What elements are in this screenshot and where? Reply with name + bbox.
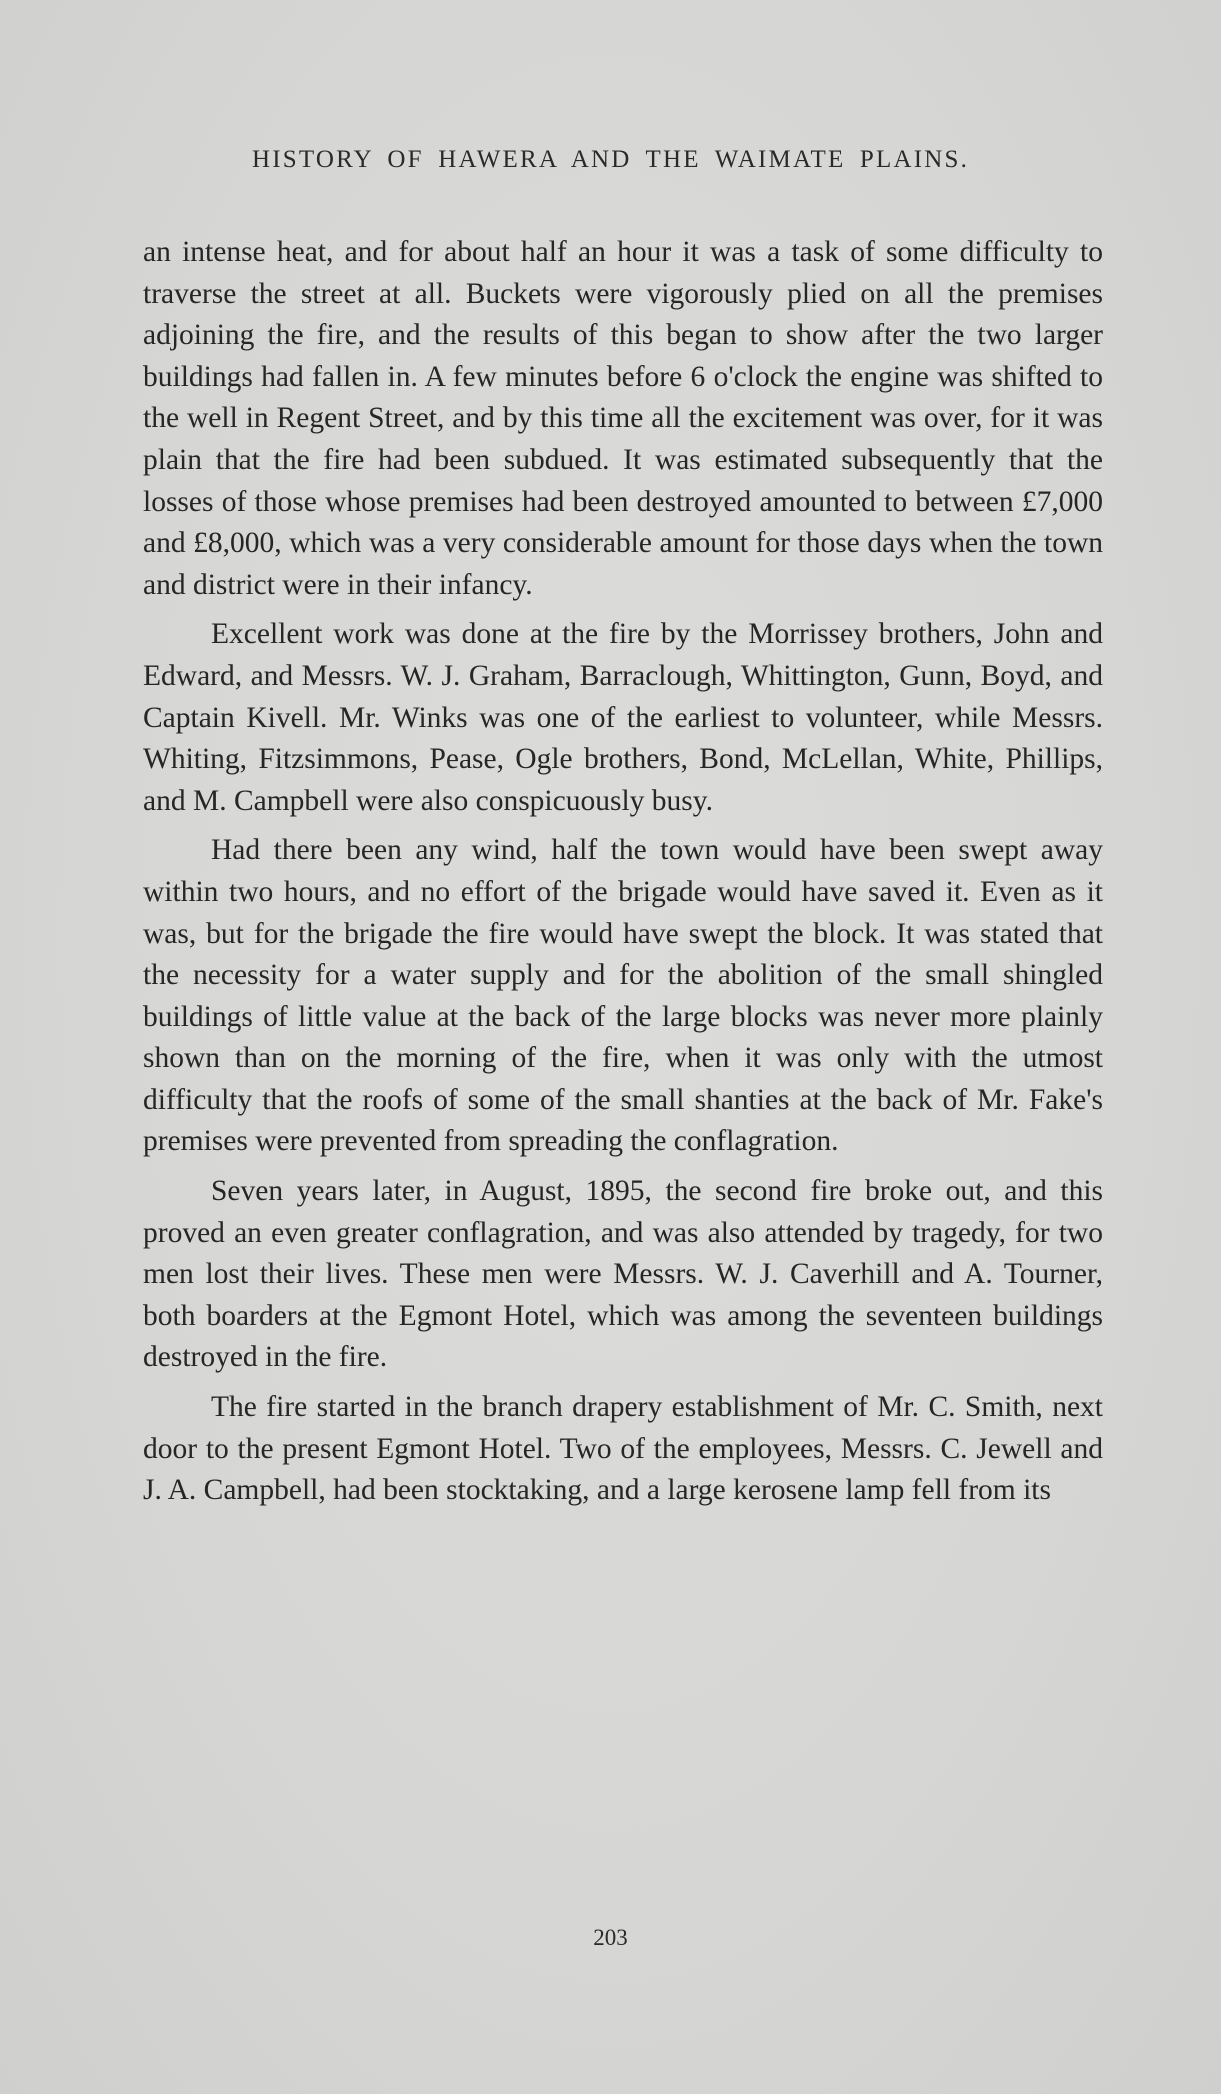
paragraph-fire-heat: an intense heat, and for about half an hour it was a task of some difficulty to traverse the street at all. Buckets were vigorously plied on all the premises adjoining the fire, and the results of this began to show after the two larger buildings had fallen in. A few minutes before 6 o'clock the engine was shifted to the well in Regent Street, and by this time all the excitement was over, for it was plain that the fire had been subdued. It was estimated subsequently that the losses of those whose premises had been destroyed amounted to between £7,000 and £8,000, which was a very considerable amount for those days when the town and district were in their infancy. <box>143 236 1103 601</box>
paragraph-had-there-been-wind: Had there been any wind, half the town would have been swept away within two hours, and no effort of the brigade would have saved it. Even as it was, but for the brigade the fire would have swept the block. It was stated that the necessity for a water supply and for the abolition of the small shingled buildings of little value at the back of the large blocks was never more plainly shown than on the morning of the fire, when it was only with the utmost difficulty that the roofs of some of the small shanties at the back of Mr. Fake's premises were prevented from spreading the conflagration. <box>143 834 1103 1158</box>
paragraph-fire-started: The fire started in the branch drapery establishment of Mr. C. Smith, next door to the present Egmont Hotel. Two of the employees, Messrs. C. Jewell and J. A. Campbell, had been stocktaking, and a large kerosene lamp fell from its <box>143 1391 1103 1507</box>
page-number: 203 <box>593 1925 628 1950</box>
running-head: HISTORY OF HAWERA AND THE WAIMATE PLAINS. <box>251 146 970 173</box>
paragraph-seven-years-later: Seven years later, in August, 1895, the second fire broke out, and this proved an even greater conflagration, and was also attended by tragedy, for two men lost their lives. These men were Messrs. W. J. Caverhill and A. Tourner, both boarders at the Egmont Hotel, which was among the seventeen buildings destroyed in the fire. <box>143 1175 1103 1374</box>
paragraph-excellent-work: Excellent work was done at the fire by the Morrissey brothers, John and Edward, and Messrs. W. J. Graham, Barraclough, Whittington, Gunn, Boyd, and Captain Kivell. Mr. Winks was one of the earliest to volunteer, while Messrs. Whiting, Fitzsimmons, Pease, Ogle brothers, Bond, McLellan, White, Phillips, and M. Campbell were also conspicuously busy. <box>143 618 1103 817</box>
body-text <box>143 232 1103 1520</box>
